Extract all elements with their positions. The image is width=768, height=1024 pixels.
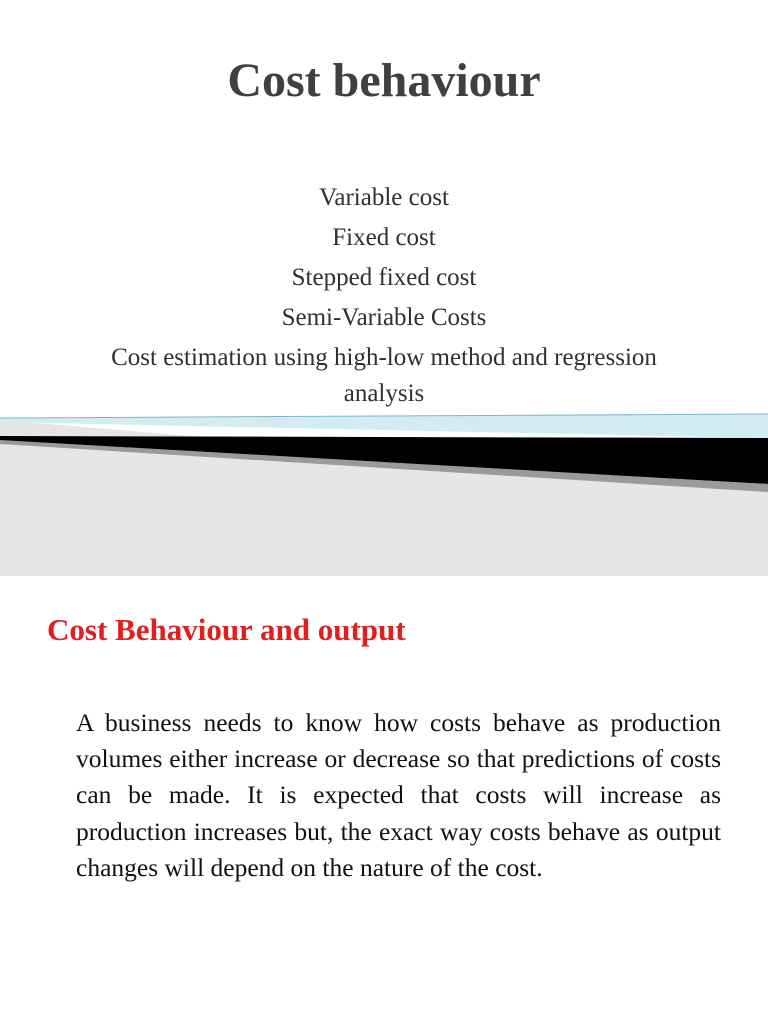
slide-cost-behaviour-output xyxy=(0,576,768,1024)
slide-heading: Cost Behaviour and output xyxy=(47,612,406,647)
topic-item-variable-cost: Variable cost xyxy=(319,184,449,211)
slide-body-text: A business needs to know how costs behave as production volumes either increase or decrease so that predictions of costs can be made. It is expected that costs will increase as production increases but, the exact way costs behave as output changes will depend on the nature of the cost. xyxy=(76,708,721,882)
decorative-swoosh-graphic xyxy=(0,380,768,576)
topic-item-fixed-cost: Fixed cost xyxy=(332,224,436,251)
topic-item-cost-estimation: Cost estimation using high-low method and regression analysis xyxy=(111,344,657,407)
topic-list xyxy=(84,178,684,412)
topic-item-stepped-fixed-cost: Stepped fixed cost xyxy=(291,264,477,291)
topic-item-semi-variable-costs: Semi-Variable Costs xyxy=(281,304,487,331)
slide-title: Cost behaviour xyxy=(227,54,541,107)
